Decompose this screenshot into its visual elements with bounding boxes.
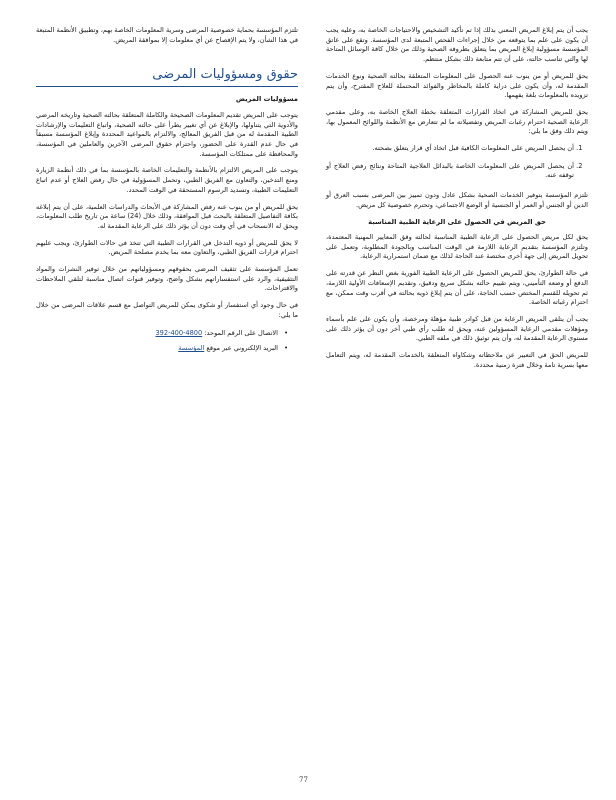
section-heading: حقوق ومسؤوليات المرضى <box>152 67 298 83</box>
paragraph: للمريض الحق في التعبير عن ملاحظاته وشكاواه المتعلقة بالخدمات المقدمة له، ويتم التعامل معها بسرية تامة وخلال فترة زمنية محددة. <box>326 351 588 369</box>
section-subheading: حق المريض في الحصول على الرعاية الطبية المناسبة <box>368 217 546 226</box>
contact-email-item <box>36 344 288 354</box>
paragraph: يحق للمريض أو من ينوب عنه رفض المشاركة في الأبحاث والدراسات العلمية، على أن يتم إبلاغه بكافة التفاصيل المتعلقة بالبحث قبل الموافقة، وذلك خلال (24) ساعة من تاريخ طلب المعلومات، ويحق له الانسحاب في أي وقت دون أن يؤثر ذلك على الرعاية المقدمة له. <box>36 202 298 230</box>
paragraph: لا يحق للمريض أو ذويه التدخل في القرارات الطبية التي تتخذ في حالات الطوارئ، ويجب عليهم احترام قرارات الفريق الطبي، والتعاون معه بما يخدم مصلحة المريض. <box>36 238 298 257</box>
phone-link[interactable]: 392-400-4800 <box>155 328 203 337</box>
paragraph: في حال وجود أي استفسار أو شكوى يمكن للمريض التواصل مع قسم علاقات المرضى من خلال ما يلي: <box>36 301 298 319</box>
paragraph: يتوجب على المريض الالتزام بالأنظمة والتعليمات الخاصة بالمؤسسة بما في ذلك أنظمة الزيارة ومنع التدخين، والتعاون مع الفريق الطبي، وتحمل المسؤولية في حال رفض العلاج أو عدم اتباع التعليمات الطبية، وتسديد الرسوم المستحقة في الوقت المحدد. <box>36 166 298 194</box>
contact-phone-item <box>36 329 288 339</box>
paragraph: تعمل المؤسسة على تثقيف المرضى بحقوقهم ومسؤولياتهم من خلال توفير النشرات والمواد التثقيفية، والرد على استفساراتهم بشكل واضح، وتوفير قنوات اتصال مناسبة لتلقي الملاحظات والاقتراحات. <box>36 265 298 293</box>
page-number: 77 <box>299 776 308 784</box>
right-column <box>326 26 588 377</box>
email-label: البريد الإلكتروني عبر موقع <box>206 344 278 353</box>
paragraph: تلتزم المؤسسة بتوفير الخدمات الصحية بشكل عادل ودون تمييز بين المرضى بسبب العرق أو الدين أو الجنس أو العمر أو الجنسية أو الوضع الاجتماعي، وتحترم خصوصية كل مريض. <box>326 191 588 209</box>
paragraph: يتوجب على المريض تقديم المعلومات الصحيحة والكاملة المتعلقة بحالته الصحية وتاريخه المرضي والأدوية التي يتناولها، والإبلاغ عن أي تغيير يطرأ على حالته الصحية، واتباع التعليمات والإرشادات الطبية المقدمة له من قبل الفريق المعالج، والالتزام بالمواعيد المحددة وإبلاغ المؤسسة مسبقاً في حال عدم القدرة على الحضور، واحترام حقوق المرضى الآخرين والعاملين في المؤسسة، والمحافظة على ممتلكات المؤسسة. <box>36 110 298 158</box>
heading-divider <box>36 86 298 87</box>
phone-label: الاتصال على الرقم الموحد: <box>204 328 278 337</box>
website-link[interactable]: المؤسسة <box>178 344 205 353</box>
paragraph: يحق لكل مريض الحصول على الرعاية الطبية المناسبة لحالته وفق المعايير المهنية المعتمدة، وتلتزم المؤسسة بتقديم الرعاية اللازمة في الوقت المناسب وبالجودة المطلوبة، وتعمل على تحويل المريض إلى جهة أخرى مختصة عند الحاجة لذلك مع ضمان استمرارية الرعاية. <box>326 233 588 261</box>
paragraph: في حالة الطوارئ، يحق للمريض الحصول على الرعاية الطبية الفورية بغض النظر عن قدرته على الدفع أو وضعه التأميني، ويتم تقييم حالته بشكل سريع ودقيق، وتقديم الإسعافات الأولية اللازمة، ثم تحويله للقسم المختص حسب الحاجة، على أن يتم إبلاغ ذويه بحالته في أقرب وقت ممكن، مع احترام رغباته الخاصة. <box>326 269 588 307</box>
paragraph: يحق للمريض أو من ينوب عنه الحصول على المعلومات المتعلقة بحالته الصحية ونوع الخدمات المقدمة له، وأن يكون على دراية كاملة بالمخاطر والفوائد المحتملة للعلاج المقترح، وأن يتم تزويده بالمعلومات بلغة يفهمها. <box>326 71 588 100</box>
contact-list <box>36 329 298 354</box>
paragraph: يحق للمريض المشاركة في اتخاذ القرارات المتعلقة بخطة العلاج الخاصة به، وعلى مقدمي الرعاية الصحية احترام رغبات المريض وتفضيلاته ما لم تتعارض مع الأنظمة واللوائح المعمول بها، ويتم ذلك وفق ما يلي: <box>326 107 588 136</box>
list-item: 2. أن يحصل المريض على المعلومات الخاصة بالبدائل العلاجية المتاحة ونتائج رفض العلاج أو توقفه عنه. <box>326 162 574 181</box>
paragraph: يجب أن يتم إبلاغ المريض المعني بذلك إذا تم تأكيد التشخيص والاحتياجات الخاصة به، وعليه يجب أن يكون على علم بما يتوقعه من خلال إجراءات الفحص المتبعة لدى المؤسسة. وتقع على عاتق المؤسسة مسؤولية إبلاغ المريض بما يتعلق بظروفه الصحية وذلك من خلال كافة الوسائل المتاحة لها والتي تناسب حالته، على أن تتم متابعة ذلك بشكل منتظم. <box>326 26 588 64</box>
list-item: 1. أن يحصل المريض على المعلومات الكافية قبل اتخاذ أي قرار يتعلق بصحته. <box>326 144 574 154</box>
intro-paragraph: تلتزم المؤسسة بحماية خصوصية المرضى وسرية المعلومات الخاصة بهم، وتطبيق الأنظمة المتبعة في هذا الشأن، ولا يتم الإفصاح عن أي معلومات إلا بموافقة المريض. <box>36 26 298 44</box>
left-column <box>36 26 298 362</box>
paragraph: يجب أن يتلقى المريض الرعاية من قبل كوادر طبية مؤهلة ومرخصة، وأن يكون على علم بأسماء ومؤهلات مقدمي الرعاية المسؤولين عنه، ويحق له طلب رأي طبي آخر دون أن يؤثر ذلك على مستوى الرعاية المقدمة له، وأن يتم توثيق ذلك في ملفه الطبي. <box>326 314 588 343</box>
section-subheading: مسؤوليات المريض <box>235 95 298 104</box>
numbered-list <box>326 144 588 181</box>
